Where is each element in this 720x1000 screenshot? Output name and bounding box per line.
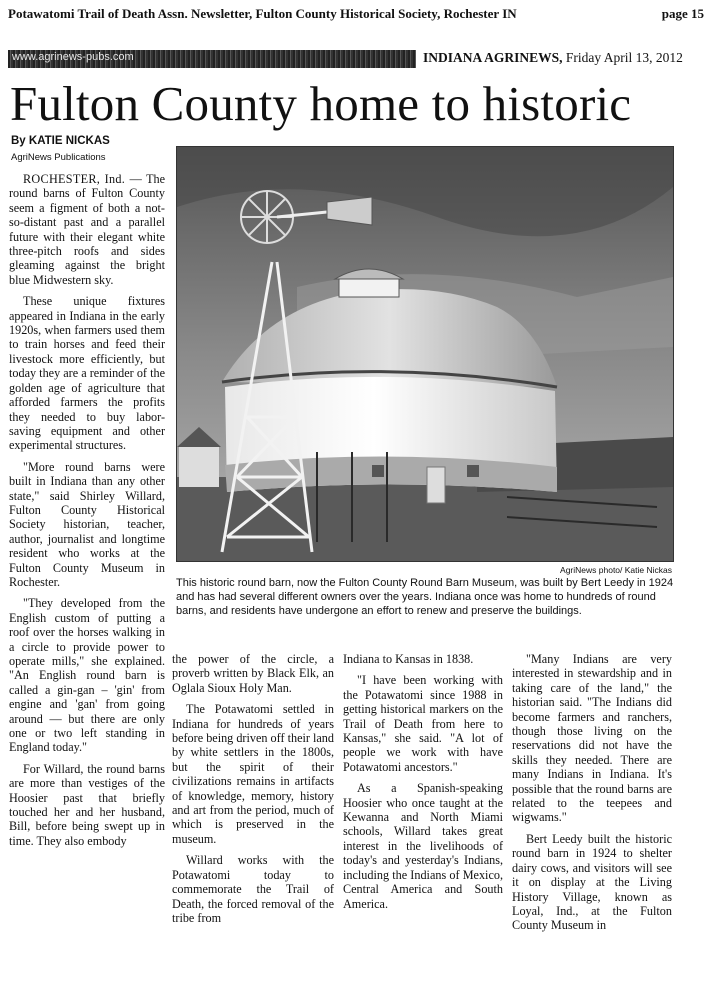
article-column-2 (172, 652, 334, 932)
paragraph: These unique fixtures appeared in Indiana in the early 1920s, when farmers used them to train horses and feed their livestock more efficiently, but today they are a reminder of the golden age of agriculture that afforded farmers the profits they needed to buy labor-saving equipment and other experimental structures. (9, 294, 165, 453)
article-column-1 (9, 172, 165, 855)
paragraph: Indiana to Kansas in 1838. (343, 652, 474, 666)
paragraph: Bert Leedy built the historic round barn in 1924 to shelter dairy cows, and visitors will see it on display at the Living History Village, known as Loyal, Ind., at the Fulton County Museum in (512, 831, 672, 933)
masthead-paper (423, 50, 683, 66)
paragraph: "More round barns were built in Indiana than any other state," said Shirley Willard, Fulton County Historical Society historian, teacher, author, journalist and longtime resident who works at the Fulton County Museum in Rochester. (9, 459, 165, 589)
paragraph: Willard works with the Potawatomi today to commemorate the Trail of Death, the forced removal of the tribe from (172, 853, 334, 925)
paragraph: "They developed from the English custom of putting a roof over the horses walking in a circle to provide power to operate mills," she explained. "An English round barn is called a gin-gan – 'gin' from engine and 'gan' from going around — but there are only one or two left standing in England today." (9, 596, 165, 755)
paper-name: INDIANA AGRINEWS, (423, 50, 563, 65)
paragraph: As a Spanish-speaking Hoosier who once taught at the Kewanna and North Miami schools, Willard takes great interest in the livelihoods of today's and yesterday's Indians, including the Indians of Mexico, Central America and South America. (343, 781, 503, 911)
page-number: page 15 (661, 6, 704, 21)
round-barn-photo (176, 146, 674, 562)
photo-caption: This historic round barn, now the Fulton County Round Barn Museum, was built by Bert Leedy in 1924 and has had several different owners over the years. Indiana once was home to hundreds of round barns, and residents have undergone an effort to renew and preserve the buildings. (176, 577, 674, 618)
round-barn-illustration (177, 147, 673, 561)
paragraph: "I have been working with the Potawatomi since 1988 in getting historical markers on the Trail of Death from here to Kansas," she said. "A lot of people we work with have Potawatomi ancestors." (343, 673, 503, 774)
newsletter-title: Potawatomi Trail of Death Assn. Newsletter, Fulton County Historical Society, Rochester IN (8, 6, 517, 21)
paragraph: "Many Indians are very interested in stewardship and in taking care of the land," the historian said. "The Indians did become farmers and ranchers, though those living on the reservations did not have the skills they needed. There are many Indians in Indiana. It's possible that the round barns are related to the teepees and wigwams." (512, 652, 672, 825)
photo-credit: AgriNews photo/ Katie Nickas (560, 565, 672, 575)
paragraph: ROCHESTER, Ind. — The round barns of Fulton County seem a figment of both a not-so-distant past and a parallel future with their elegant white three-pitch roofs and sides gleaming against the bright blue Midwestern sky. (9, 172, 166, 287)
article-column-3 (343, 652, 503, 918)
masthead-bar (8, 50, 416, 68)
publisher: AgriNews Publications (11, 152, 106, 163)
paragraph: The Potawatomi settled in Indiana for hundreds of years before being driven off their land by white settlers in the 1800s, but the spirit of their civilizations remains in artifacts of knowledge, memory, history and art from the period, much of which is preserved in the museum. (172, 702, 334, 846)
paragraph: the power of the circle, a proverb written by Black Elk, an Oglala Sioux Holy Man. (172, 652, 334, 695)
dateline: ROCHESTER, Ind. — (23, 172, 143, 186)
byline: By KATIE NICKAS (11, 135, 110, 147)
paragraph: For Willard, the round barns are more than vestiges of the Hoosier past that briefly touched her and her husband, Bill, before being swept up in time. They also embody (9, 761, 165, 848)
masthead-url: www.agrinews-pubs.com (12, 51, 134, 63)
issue-date: Friday April 13, 2012 (565, 50, 683, 65)
article-column-4 (512, 652, 672, 940)
article-headline: Fulton County home to historic (10, 76, 632, 131)
